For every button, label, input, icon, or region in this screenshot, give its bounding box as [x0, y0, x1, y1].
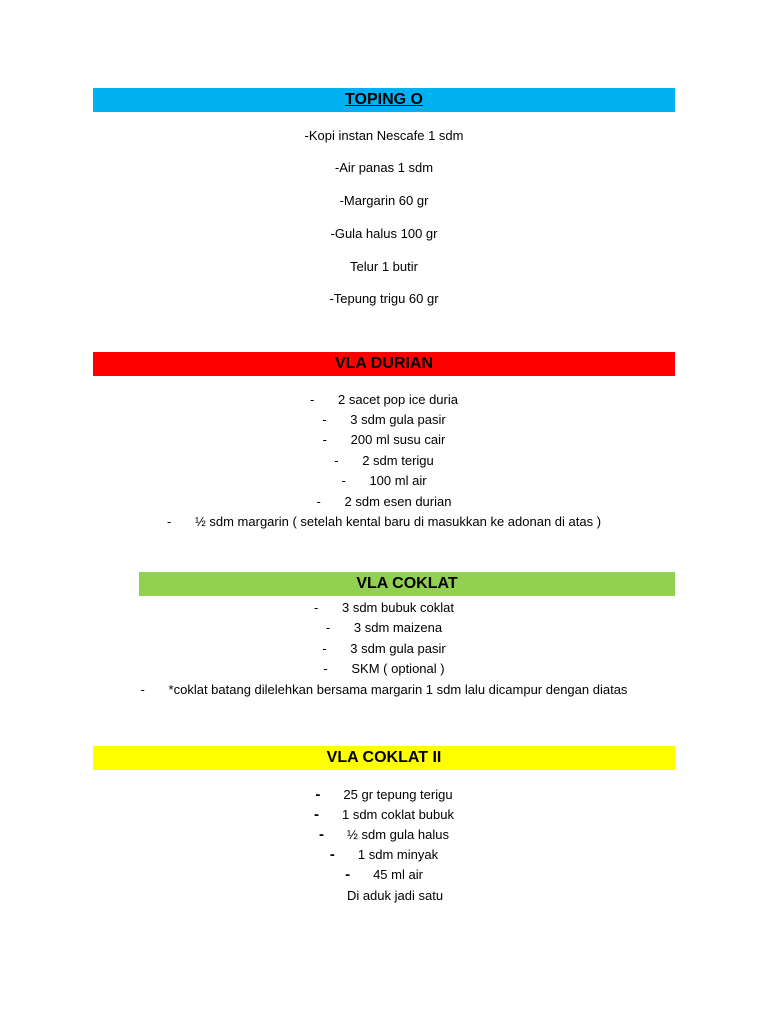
list-item: - 45 ml air — [345, 866, 423, 883]
list-item: - 3 sdm maizena — [325, 620, 443, 635]
list-item: - 200 ml susu cair — [322, 432, 446, 447]
toping-line: -Air panas 1 sdm — [334, 160, 434, 175]
list-item: - ½ sdm gula halus — [319, 826, 449, 843]
section-header-vla-coklat — [139, 572, 675, 596]
section-title-vla-durian: VLA DURIAN — [334, 355, 434, 372]
toping-line: -Gula halus 100 gr — [330, 226, 438, 241]
toping-line: -Tepung trigu 60 gr — [329, 291, 439, 306]
list-item: - 3 sdm gula pasir — [322, 412, 446, 427]
list-item: - 100 ml air — [341, 473, 427, 488]
list-item: - ½ sdm margarin ( setelah kental baru di masukkan ke adonan di atas ) — [166, 514, 602, 529]
list-item: - SKM ( optional ) — [323, 661, 445, 676]
list-item: - 1 sdm coklat bubuk — [313, 806, 454, 823]
toping-line: -Kopi instan Nescafe 1 sdm — [304, 128, 464, 143]
toping-line: Telur 1 butir — [350, 259, 418, 274]
list-item: - 25 gr tepung terigu — [315, 786, 453, 803]
list-item: - *coklat batang dilelehkan bersama margarin 1 sdm lalu dicampur dengan diatas — [140, 682, 628, 697]
list-item: - 3 sdm gula pasir — [322, 641, 446, 656]
section-title-vla-coklat: VLA COKLAT — [356, 575, 458, 592]
list-item: - 2 sdm terigu — [334, 453, 434, 468]
note-text: Di aduk jadi satu — [346, 888, 444, 903]
list-item: - 2 sacet pop ice duria — [310, 392, 458, 407]
toping-line: -Margarin 60 gr — [339, 193, 429, 208]
section-header-vla-durian — [93, 352, 675, 376]
section-header-toping — [93, 88, 675, 112]
section-header-vla-coklat-ii — [93, 746, 675, 770]
list-item: - 1 sdm minyak — [329, 846, 439, 863]
section-title-toping: TOPING O — [345, 91, 423, 108]
section-title-vla-coklat-ii: VLA COKLAT II — [326, 749, 442, 766]
list-item: - 2 sdm esen durian — [316, 494, 452, 509]
list-item: - 3 sdm bubuk coklat — [313, 600, 454, 615]
